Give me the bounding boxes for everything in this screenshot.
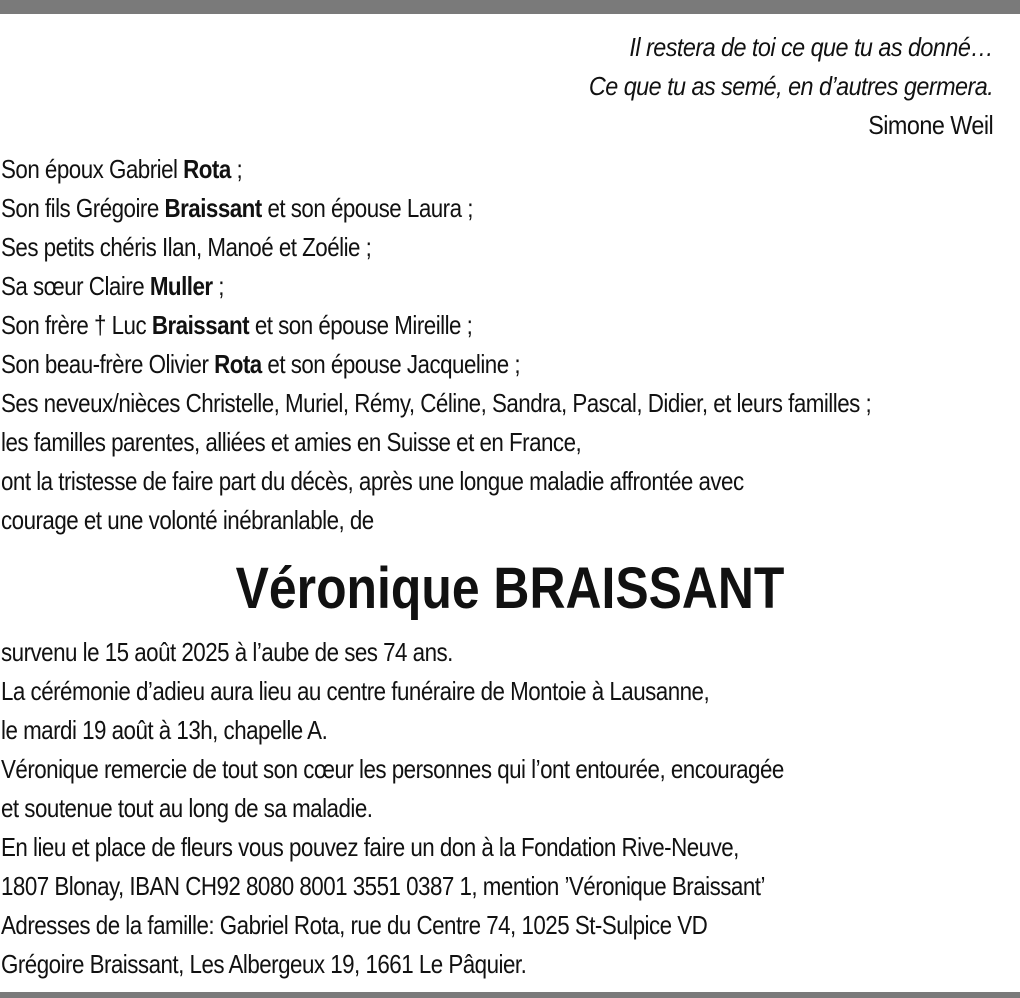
quote-line-1: Il restera de toi ce que tu as donné…	[629, 32, 993, 62]
detail-line: Véronique remercie de tout son cœur les personnes qui l’ont entourée, encouragée	[1, 754, 784, 784]
detail-line: La cérémonie d’adieu aura lieu au centre funéraire de Montoie à Lausanne,	[1, 676, 710, 706]
detail-line: 1807 Blonay, IBAN CH92 8080 8001 3551 0387 1, mention ’Véronique Braissant’	[1, 871, 765, 901]
top-rule	[0, 0, 1020, 14]
detail-line: En lieu et place de fleurs vous pouvez faire un don à la Fondation Rive-Neuve,	[1, 832, 739, 862]
detail-line: survenu le 15 août 2025 à l’aube de ses 74 ans.	[1, 637, 453, 667]
family-line: ont la tristesse de faire part du décès, après une longue maladie affrontée avec	[1, 466, 744, 496]
family-line: Ses neveux/nièces Christelle, Muriel, Rémy, Céline, Sandra, Pascal, Didier, et leurs familles ;	[1, 388, 872, 418]
family-line: Son fils Grégoire Braissant et son épouse Laura ;	[1, 193, 473, 223]
family-line: Ses petits chéris Ilan, Manoé et Zoélie ;	[1, 232, 372, 262]
family-line: courage et une volonté inébranlable, de	[1, 505, 374, 535]
family-line: Son frère † Luc Braissant et son épouse Mireille ;	[1, 310, 473, 340]
deceased-name: Véronique BRAISSANT	[235, 556, 785, 621]
ceremony-details	[1, 633, 1020, 984]
family-list	[1, 150, 1020, 540]
quote-author: Simone Weil	[868, 110, 993, 140]
quote-line-2: Ce que tu as semé, en d’autres germera.	[588, 71, 993, 101]
detail-line: et soutenue tout au long de sa maladie.	[1, 793, 373, 823]
family-line: Sa sœur Claire Muller ;	[1, 271, 224, 301]
epigraph-quote	[544, 28, 993, 145]
bottom-rule	[0, 992, 1020, 998]
family-line: Son beau-frère Olivier Rota et son épouse Jacqueline ;	[1, 349, 521, 379]
detail-line: Grégoire Braissant, Les Albergeux 19, 1661 Le Pâquier.	[1, 949, 527, 979]
detail-line: le mardi 19 août à 13h, chapelle A.	[1, 715, 328, 745]
family-line: Son époux Gabriel Rota ;	[1, 154, 243, 184]
detail-line: Adresses de la famille: Gabriel Rota, rue du Centre 74, 1025 St-Sulpice VD	[1, 910, 708, 940]
family-line: les familles parentes, alliées et amies en Suisse et en France,	[1, 427, 582, 457]
